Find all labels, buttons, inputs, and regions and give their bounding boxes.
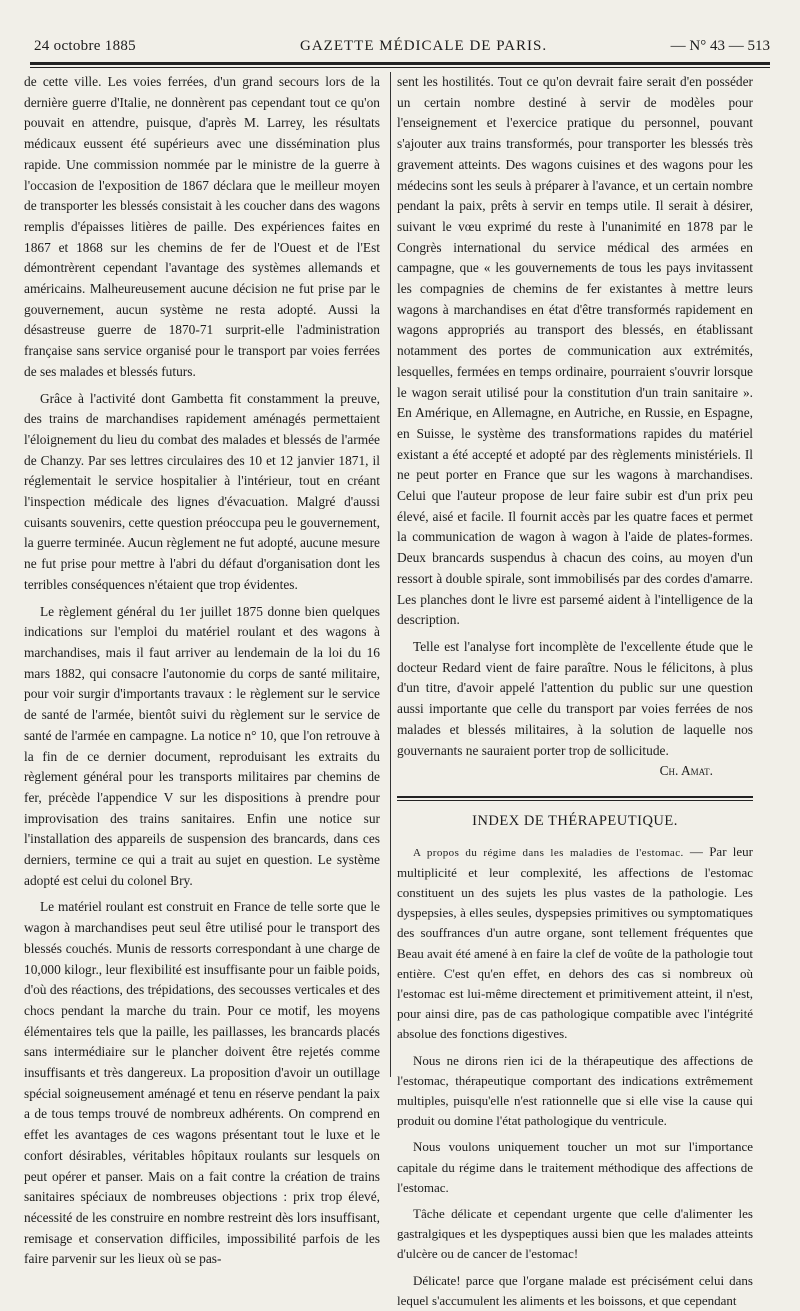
issue-date: 24 octobre 1885: [34, 38, 136, 54]
index-paragraph-2: Nous ne dirons rien ici de la thérapeutique des affections de l'estomac, thérapeutique comportant des indications extrêmement multiples, puisqu'elle n'est rationnelle que si elle vise la cause qui produit ou domine l'état pathologique du ventricule.: [397, 1052, 753, 1129]
header-rule-thick: [30, 62, 770, 65]
section-title: INDEX DE THÉRAPEUTIQUE.: [472, 812, 678, 829]
index-paragraph-4: Tâche délicate et cependant urgente que celle d'alimenter les gastralgiques et les dyspeptiques aussi bien que les malades atteints d'ulcère ou de cancer de l'estomac!: [397, 1206, 753, 1262]
left-paragraph-2: Grâce à l'activité dont Gambetta fit constamment la preuve, des trains de marchandises rapidement aménagés permettaient l'éloignement du lieu du combat des malades et blessés de l'armée de Chanzy. Par ses lettres circulaires des 10 et 12 janvier 1871, il réglementait le service hospitalier à l'intérieur, tout en créant l'inspection médicale des lignes d'évacuation. Malgré d'aussi cuisants souvenirs, cette question préoccupa peu le gouvernement, la guerre terminée. Aucun règlement ne fut adopté, aucune mesure ne fut prise pour mettre à l'abri du défaut d'organisation dont les terribles conséquences n'étaient que trop évidentes.: [24, 390, 380, 592]
left-paragraph-4: Le matériel roulant est construit en France de telle sorte que le wagon à marchandises peut seul être utilisé pour le transport des blessés couchés. Munis de ressorts correspondant à une charge de 10,000 kilogr., leur flexibilité est insuffisante pour un faible poids, d'où des réactions, des trépidations, des secousses verticales et des chocs pendant la marche du train. Pour ce motif, les moyens élémentaires tels que la paille, les paillasses, les brancards placés sans intermédiaire sur le plancher doivent être rejetés comme insuffisants et très dangereux. La proposition d'avoir un outillage spécial soigneusement aménagé et tenu en réserve pendant la paix a de tous temps trouvé de nombreux adhérents. On comprend en effet les avantages de ces wagons présentant tout le luxe et le confort désirables, véritables hôpitaux roulants sur lesquels on peut opérer et panser. Mais on a fait contre la création de trains sanitaires spéciaux de nombreuses objections : prix trop élevé, nécessité de les construire en nombre restreint dès lors insuffisant, remisage et conservation difficiles, impossibilité parfois de les faire parvenir sur les lieux où se pas-: [24, 899, 380, 1267]
index-paragraph-3: Nous voulons uniquement toucher un mot sur l'importance capitale du régime dans le traitement méthodique des affections de l'estomac.: [397, 1139, 753, 1195]
left-paragraph-1: de cette ville. Les voies ferrées, d'un grand secours lors de la dernière guerre d'Italie, ne donnèrent pas cependant tout ce qu'on pouvait en attendre, puisque, d'après M. Larrey, les résultats médicaux eussent été supérieurs avec une dissémination plus rapide. Une commission nommée par le ministre de la guerre à l'occasion de l'exposition de 1867 déclara que le meilleur moyen de transporter les blessés consistait à les coucher dans des wagons remplis d'épaisses litières de paille. Des expériences faites en 1867 et 1868 sur les chemins de fer de l'Ouest et de l'Est démontrèrent cependant l'avantage des systèmes allemands et américains. Malheureusement aucune décision ne fut prise par le gouvernement, aucun système ne resta adopté. Aussi la désastreuse guerre de 1870-71 surprit-elle l'administration française sans service organisé pour le transport par voies ferrées de ses malades et blessés futurs.: [24, 74, 380, 379]
index-paragraph-1: [397, 842, 753, 1045]
index-paragraph-1-text: — Par leur multiplicité et leur complexité, les affections de l'estomac constituent un des sujets les plus vastes de la pathologie. Les dyspepsies, à elles seules, dyspepsies primitives ou symptomatiques des souffrances d'un autre organe, sont tellement fréquentes que Beau avait été amené à en faire la clef de voûte de la pathologie tout entière. C'est qu'en effet, en dehors des cas si nombreux où l'estomac est lui-même directement et primitivement atteint, il n'est, pour ainsi dire, pas de cas pathologique compatible avec l'intégrité absolue des fonctions digestives.: [397, 843, 753, 1042]
issue-page-number: — N° 43 — 513: [670, 38, 770, 54]
column-separator: [390, 72, 391, 1077]
index-lead: A propos du régime dans les maladies de l'estomac.: [413, 846, 684, 859]
index-paragraph-5: Délicate! parce que l'organe malade est précisément celui dans lequel s'accumulent les aliments et les boissons, et que cependant: [397, 1272, 753, 1308]
right-column: [397, 72, 753, 1311]
section-rule-thin: [397, 800, 753, 801]
author-signature: Ch. Amat.: [659, 763, 713, 779]
page-header: [30, 38, 770, 60]
left-paragraph-3: Le règlement général du 1er juillet 1875 donne bien quelques indications sur l'emploi du matériel roulant et des wagons à marchandises, mais il faut arriver au lendemain de la loi du 16 mars 1882, qui consacre l'autonomie du corps de santé militaire, pour voir surgir d'importants travaux : le règlement sur le service de santé de l'armée, bientôt suivi du règlement sur le service de santé de l'armée en campagne. La notice n° 10, que l'on retrouve à la fin de ce dernier document, reproduisant les extraits du règlement général pour les transports militaires par chemins de fer, précède l'appendice V sur les dispositions à prendre pour improvisation des trains sanitaires. Enfin une notice sur l'installation des appareils de suspension des brancards, dans ces derniers, termine ce qui a trait au sujet en question. Le système adopté est celui du colonel Bry.: [24, 603, 380, 888]
right-paragraph-1: sent les hostilités. Tout ce qu'on devrait faire serait d'en posséder un certain nombre destiné à servir de modèles pour l'enseignement et l'exercice pratique du personnel, pouvant s'ajouter aux trains transformés, pour transporter les blessés très gravement atteints. Des wagons cuisines et des wagons pour les médecins sont les seuls à préparer à l'avance, et un certain nombre pendant la paix, prêts à servir en temps utile. Il serait à désirer, suivant le vœu exprimé du reste à l'unanimité en 1878 par le Congrès international du service médical des armées en campagne, que « les gouvernements de tous les pays invitassent les compagnies de chemins de fer existantes à mettre leurs wagons à marchandises en état d'être transformés rapidement en wagons appropriés au transport des blessés, en établissant notamment des portes de communication aux extrémités, lesquelles, fermées en temps ordinaire, pourraient s'ouvrir lorsque le wagon serait utilisé pour la constitution d'un train sanitaire ». En Amérique, en Allemagne, en Autriche, en Russie, en Espagne, en Suisse, le système des transformations rapides du matériel existant a été accepté et adopté par des règlements ministériels. Il ne peut porter en France que sur les wagons à marchandises. Celui que l'auteur propose de leur faire subir est d'un prix peu élevé, aisé et facile. Il fournit accès par les quatre faces et permet la communication de wagon à wagon à l'aide de plates-formes. Deux brancards suspendus à chacun des coins, au moyen d'un ressort à double spirale, sont immobilisés par des cordes d'amarre. Les planches dont le livre est parsemé aident à l'intelligence de la description.: [397, 74, 753, 628]
left-column: [24, 72, 380, 1270]
header-rule-thin: [30, 67, 770, 68]
section-rule: [397, 796, 753, 798]
right-paragraph-2: Telle est l'analyse fort incomplète de l'excellente étude que le docteur Redard vient de faire paraître. Nous le félicitons, à plus d'un titre, d'avoir appelé l'attention du public sur une question aussi importante que celle du transport par voies ferrées de nos malades et blessés militaires, à la solution de laquelle nos gouvernants ne sauraient porter trop de sollicitude.: [397, 638, 753, 758]
journal-title: GAZETTE MÉDICALE DE PARIS.: [300, 38, 548, 54]
